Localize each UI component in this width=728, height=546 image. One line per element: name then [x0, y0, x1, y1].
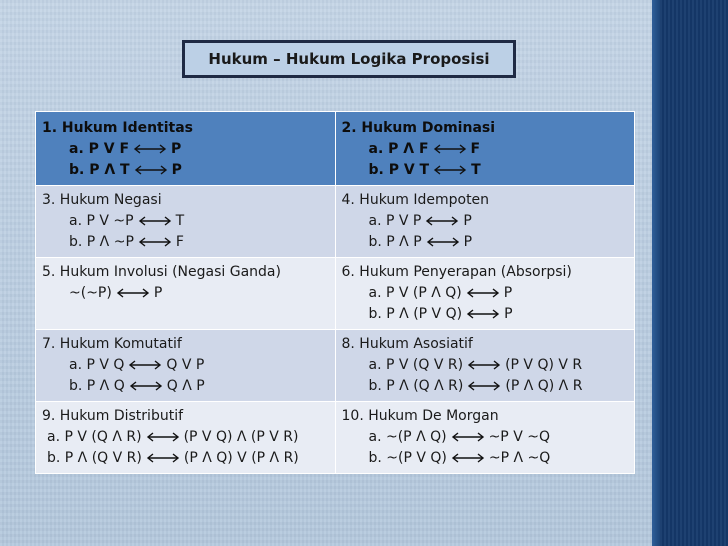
- law-equivalence: [42, 211, 329, 232]
- law-equivalence: [42, 139, 329, 160]
- equivalence-right: (P Λ Q) Λ R: [505, 378, 583, 394]
- equivalence-right: P: [463, 234, 473, 250]
- law-title: 6. Hukum Penyerapan (Absorpsi): [341, 264, 572, 280]
- law-equivalence: [342, 448, 629, 469]
- law-equivalence: [42, 283, 329, 304]
- law-equivalence: [42, 355, 329, 376]
- law-title: 8. Hukum Asosiatif: [341, 336, 473, 352]
- equivalence-left: a. P V (Q Λ R): [47, 429, 142, 445]
- law-equivalence: [42, 427, 329, 448]
- double-arrow-icon: [137, 215, 173, 227]
- double-arrow-icon: [465, 308, 501, 320]
- equivalence-left: b. P V T: [368, 162, 430, 178]
- equivalence-left: b. P Λ T: [69, 162, 130, 178]
- law-title: 3. Hukum Negasi: [42, 192, 162, 208]
- equivalence-left: b. P Λ Q: [69, 378, 125, 394]
- table-row: [36, 402, 635, 474]
- equivalence-left: b. P Λ (Q Λ R): [368, 378, 464, 394]
- double-arrow-icon: [465, 287, 501, 299]
- double-arrow-icon: [137, 236, 173, 248]
- double-arrow-icon: [133, 164, 169, 176]
- equivalence-left: a. P V ~P: [69, 213, 134, 229]
- law-equivalence: [342, 283, 629, 304]
- equivalence-left: a. P Λ F: [368, 141, 429, 157]
- equivalence-right: Q V P: [166, 357, 205, 373]
- double-arrow-icon: [115, 287, 151, 299]
- double-arrow-icon: [425, 236, 461, 248]
- law-title: 2. Hukum Dominasi: [341, 120, 496, 136]
- double-arrow-icon: [128, 380, 164, 392]
- law-cell: [335, 186, 635, 258]
- equivalence-right: P: [463, 213, 472, 229]
- law-cell: [335, 112, 635, 186]
- equivalence-left: a. P V F: [69, 141, 130, 157]
- law-equivalence: [342, 376, 629, 397]
- table-row: [36, 186, 635, 258]
- equivalence-left: b. P Λ (Q V R): [47, 450, 142, 466]
- equivalence-left: b. P Λ ~P: [69, 234, 134, 250]
- equivalence-right: ~P Λ ~Q: [488, 450, 551, 466]
- law-equivalence: [342, 355, 629, 376]
- equivalence-right: T: [471, 162, 481, 178]
- equivalence-right: (P V Q) V R: [505, 357, 583, 373]
- law-cell: [36, 330, 336, 402]
- law-equivalence: [42, 160, 329, 181]
- double-arrow-icon: [466, 380, 502, 392]
- law-equivalence: [342, 139, 629, 160]
- equivalence-left: b. ~(P V Q): [368, 450, 447, 466]
- law-equivalence: [342, 427, 629, 448]
- equivalence-right: Q Λ P: [166, 378, 205, 394]
- law-equivalence: [342, 211, 629, 232]
- logic-laws-table: [35, 111, 635, 474]
- equivalence-left: a. P V P: [368, 213, 422, 229]
- law-equivalence: [42, 232, 329, 253]
- law-cell: [36, 258, 336, 330]
- equivalence-right: F: [175, 234, 184, 250]
- side-bar-stripe: [652, 0, 660, 546]
- double-arrow-icon: [432, 143, 468, 155]
- law-cell: [36, 186, 336, 258]
- law-title: 9. Hukum Distributif: [42, 408, 184, 424]
- equivalence-right: ~P V ~Q: [488, 429, 550, 445]
- law-equivalence: [342, 232, 629, 253]
- law-title: 7. Hukum Komutatif: [42, 336, 182, 352]
- equivalence-right: P: [503, 285, 513, 301]
- law-cell: [36, 402, 336, 474]
- law-equivalence: [342, 160, 629, 181]
- equivalence-right: (P Λ Q) V (P Λ R): [183, 450, 299, 466]
- double-arrow-icon: [145, 431, 181, 443]
- equivalence-right: (P V Q) Λ (P V R): [183, 429, 299, 445]
- table-row: [36, 258, 635, 330]
- equivalence-right: P: [171, 162, 182, 178]
- double-arrow-icon: [424, 215, 460, 227]
- law-cell: [335, 330, 635, 402]
- equivalence-left: a. ~(P Λ Q): [368, 429, 447, 445]
- equivalence-right: P: [153, 285, 163, 301]
- double-arrow-icon: [466, 359, 502, 371]
- table-row: [36, 112, 635, 186]
- law-title: 10. Hukum De Morgan: [341, 408, 499, 424]
- law-title: 4. Hukum Idempoten: [341, 192, 490, 208]
- page-title: Hukum – Hukum Logika Proposisi: [182, 40, 516, 78]
- double-arrow-icon: [450, 452, 486, 464]
- equivalence-left: b. P Λ (P V Q): [368, 306, 463, 322]
- law-cell: [36, 112, 336, 186]
- double-arrow-icon: [132, 143, 168, 155]
- law-title: 5. Hukum Involusi (Negasi Ganda): [42, 264, 281, 280]
- equivalence-right: T: [175, 213, 185, 229]
- law-cell: [335, 258, 635, 330]
- double-arrow-icon: [432, 164, 468, 176]
- law-cell: [335, 402, 635, 474]
- equivalence-left: b. P Λ P: [368, 234, 422, 250]
- law-equivalence: [42, 448, 329, 469]
- law-equivalence: [42, 376, 329, 397]
- double-arrow-icon: [145, 452, 181, 464]
- equivalence-right: F: [470, 141, 481, 157]
- law-title: 1. Hukum Identitas: [42, 120, 194, 136]
- double-arrow-icon: [450, 431, 486, 443]
- law-equivalence: [342, 304, 629, 325]
- equivalence-right: P: [504, 306, 513, 322]
- equivalence-left: a. P V (P Λ Q): [368, 285, 462, 301]
- equivalence-left: ~(~P): [69, 285, 112, 301]
- double-arrow-icon: [127, 359, 163, 371]
- equivalence-left: a. P V Q: [69, 357, 125, 373]
- equivalence-right: P: [171, 141, 182, 157]
- table-row: [36, 330, 635, 402]
- decorative-side-bar: [652, 0, 728, 546]
- equivalence-left: a. P V (Q V R): [368, 357, 464, 373]
